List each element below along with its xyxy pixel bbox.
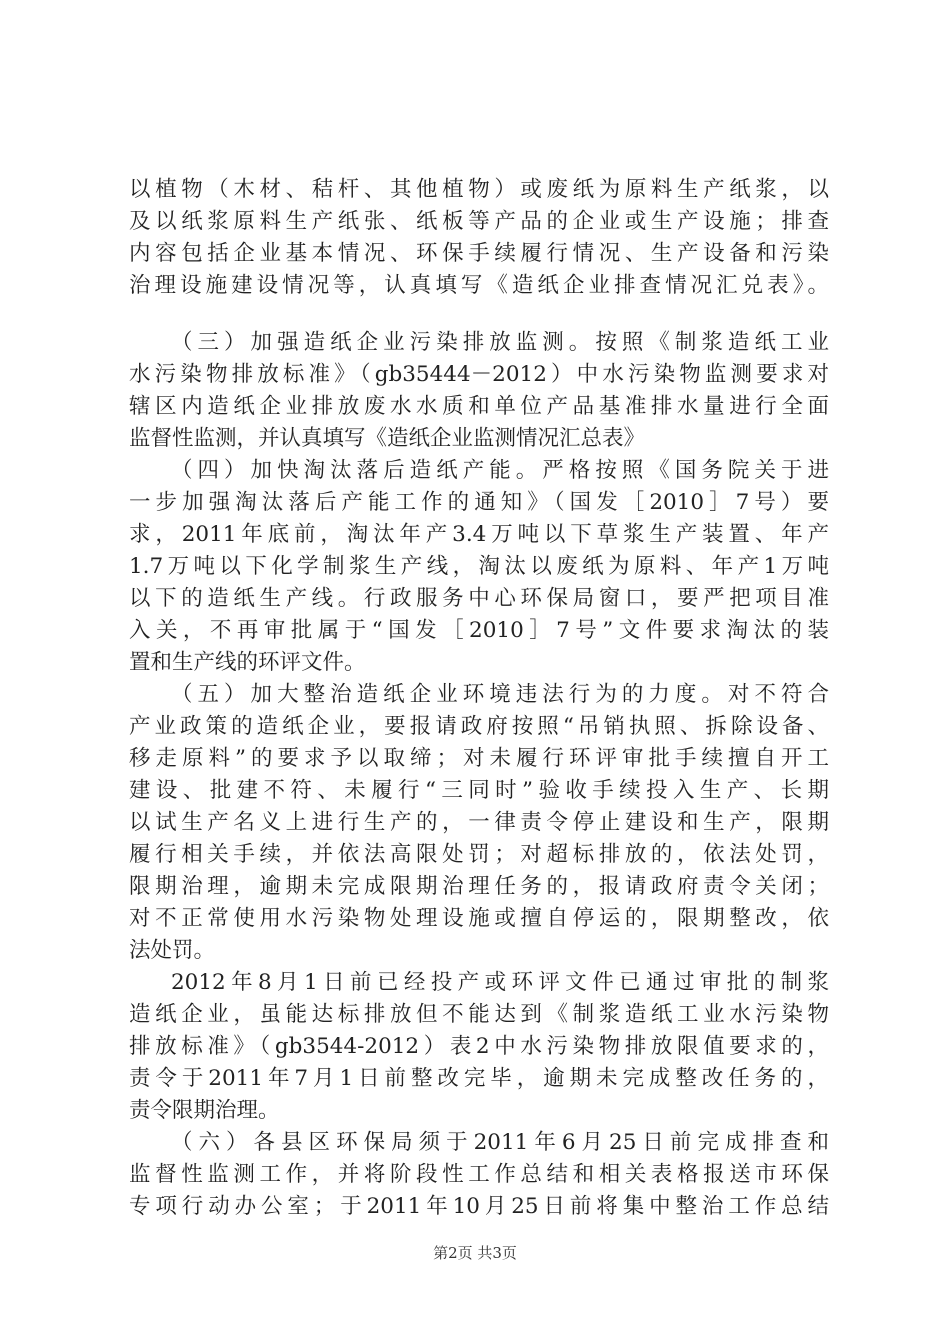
body-line: 限期治理，逾期未完成限期治理任务的，报请政府责令关闭； [129, 874, 829, 899]
body-line: 监督性监测，并认真填写《造纸企业监测情况汇总表》 [129, 426, 646, 451]
body-line: 1.7万吨以下化学制浆生产线，淘汰以废纸为原料、年产1万吨 [129, 554, 829, 579]
body-line: 以试生产名义上进行生产的，一律责令停止建设和生产，限期 [129, 810, 829, 835]
page-number: 第2页 共3页 [433, 1244, 517, 1262]
section-heading-3: （三）加强造纸企业污染排放监测。按照《制浆造纸工业 [171, 330, 829, 355]
body-line: 一步加强淘汰落后产能工作的通知》（国发［2010］7号）要 [129, 490, 829, 515]
body-line: 排放标准》（gb3544-2012）表2中水污染物排放限值要求的， [129, 1034, 829, 1059]
body-line: 辖区内造纸企业排放废水水质和单位产品基准排水量进行全面 [129, 394, 829, 419]
body-line: 专项行动办公室；于2011年10月25日前将集中整治工作总结 [129, 1194, 829, 1219]
body-line: 置和生产线的环评文件。 [129, 650, 366, 675]
body-line: 造纸企业，虽能达标排放但不能达到《制浆造纸工业水污染物 [129, 1002, 829, 1027]
body-line: 及以纸浆原料生产纸张、纸板等产品的企业或生产设施；排查 [129, 209, 829, 234]
section-heading-5: （五）加大整治造纸企业环境违法行为的力度。对不符合 [171, 682, 829, 707]
section-heading-6: （六）各县区环保局须于2011年6月25日前完成排查和 [171, 1130, 829, 1155]
body-line: 治理设施建设情况等，认真填写《造纸企业排查情况汇兑表》。 [129, 273, 829, 298]
body-line: 以下的造纸生产线。行政服务中心环保局窗口，要严把项目准 [129, 586, 829, 611]
body-paragraph-start: 2012年8月1日前已经投产或环评文件已通过审批的制浆 [171, 970, 829, 995]
body-line: 水污染物排放标准》（gb35444－2012）中水污染物监测要求对 [129, 362, 829, 387]
body-line: 责令于2011年7月1日前整改完毕，逾期未完成整改任务的， [129, 1066, 829, 1091]
body-line: 责令限期治理。 [129, 1098, 280, 1123]
body-line: 法处罚。 [129, 938, 216, 963]
body-line: 监督性监测工作，并将阶段性工作总结和相关表格报送市环保 [129, 1162, 829, 1187]
body-line: 以植物（木材、秸杆、其他植物）或废纸为原料生产纸浆，以 [129, 177, 829, 202]
body-line: 建设、批建不符、未履行“三同时”验收手续投入生产、长期 [129, 778, 829, 803]
body-line: 入关，不再审批属于“国发［2010］7号”文件要求淘汰的装 [129, 618, 829, 643]
body-line: 产业政策的造纸企业，要报请政府按照“吊销执照、拆除设备、 [129, 714, 829, 739]
body-line: 履行相关手续，并依法高限处罚；对超标排放的，依法处罚， [129, 842, 829, 867]
body-line: 内容包括企业基本情况、环保手续履行情况、生产设备和污染 [129, 241, 829, 266]
body-line: 对不正常使用水污染物处理设施或擅自停运的，限期整改，依 [129, 906, 829, 931]
section-heading-4: （四）加快淘汰落后造纸产能。严格按照《国务院关于进 [171, 458, 829, 483]
body-line: 移走原料”的要求予以取缔；对未履行环评审批手续擅自开工 [129, 746, 829, 771]
body-line: 求，2011年底前，淘汰年产3.4万吨以下草浆生产装置、年产 [129, 522, 829, 547]
